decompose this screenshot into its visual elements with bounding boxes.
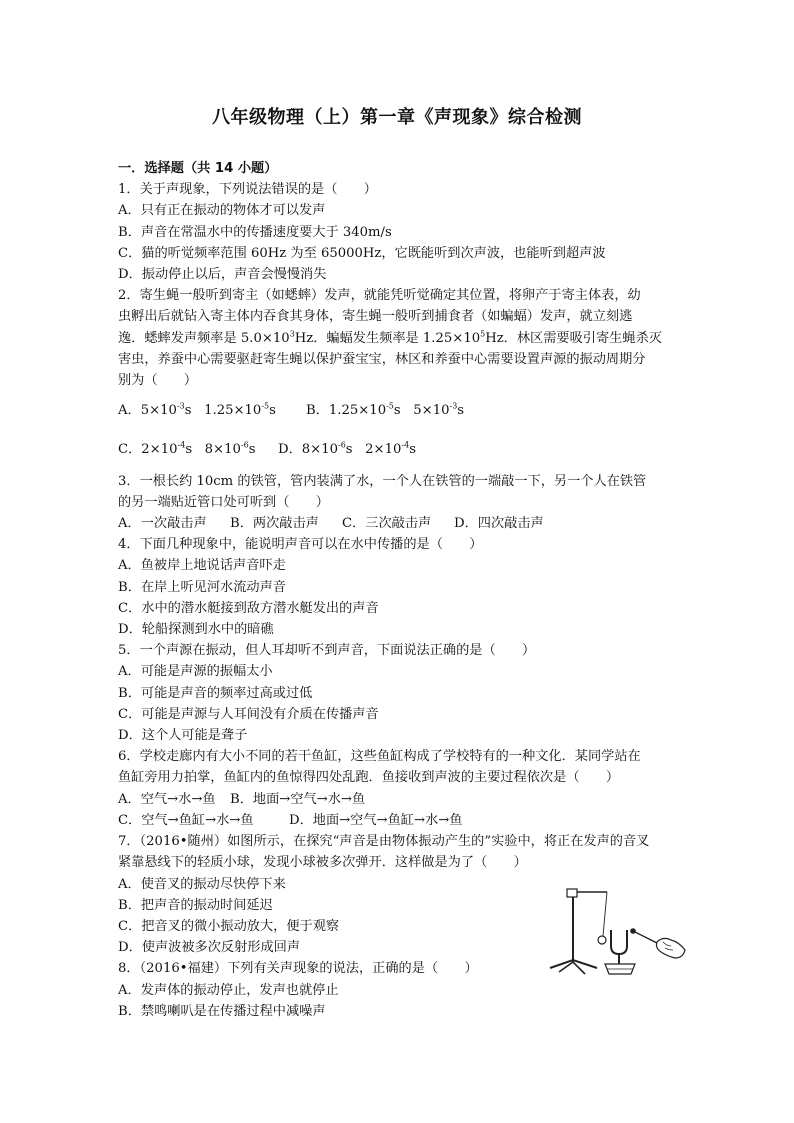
question-3-options <box>118 513 678 534</box>
question-7-line-1: 7．（2016•随州）如图所示，在探究“声音是由物体振动产生的”实验中，将正在发声的音叉 <box>118 834 650 850</box>
q2-exp-1: 3 <box>289 329 295 339</box>
question-2-option-b: B．$1.25\times 10^{-5}s$ $5\times 10^{-3}s$ <box>306 401 465 419</box>
question-5-option-b: B．可能是声音的频率过高或过低 <box>118 685 313 701</box>
question-6-option-d: D．地面→空气→鱼缸→水→鱼 <box>289 812 463 828</box>
question-1-option-b: B．声音在常温水中的传播速度要大于 340m/s <box>118 224 392 240</box>
question-4-option-d: D．轮船探测到水中的暗礁 <box>118 622 274 638</box>
question-1-option-d: D．振动停止以后，声音会慢慢消失 <box>118 267 327 283</box>
question-7-option-a: A．使音叉的振动尽快停下来 <box>118 876 286 892</box>
question-1-stem: 1．关于声现象，下列说法错误的是（ ） <box>118 182 377 198</box>
question-2-option-d: D．$8\times 10^{-6}s$ $2\times 10^{-4}s$ <box>278 441 416 458</box>
question-4-stem: 4．下面几种现象中，能说明声音可以在水中传播的是（ ） <box>118 537 483 553</box>
question-2-option-c: C．$2\times 10^{-4}s$ $8\times 10^{-6}s$ <box>118 441 256 458</box>
q2-text-c: Hz．林区需要吸引寄生蝇杀灭 <box>485 330 662 346</box>
question-1-option-c: C．猫的听觉频率范围 60Hz 为至 65000Hz，它既能听到次声波，也能听到超声波 <box>118 245 606 261</box>
q2-exp-2: 5 <box>480 329 486 339</box>
question-5-option-c: C．可能是声源与人耳间没有介质在传播声音 <box>118 706 379 722</box>
question-7-option-c: C．把音叉的微小振动放大，便于观察 <box>118 918 340 934</box>
question-6-option-a: A．空气→水→鱼 <box>118 791 216 807</box>
question-6-options-cd <box>118 810 678 831</box>
question-2-line-4: 害虫，养蚕中心需要驱赶寄生蝇以保护蚕宝宝，林区和养蚕中心需要设置声源的振动周期分 <box>118 351 646 367</box>
question-3-line-1: 3．一根长约 10cm 的铁管，管内装满了水，一个人在铁管的一端敲一下，另一个人在铁管 <box>118 473 647 489</box>
question-4-option-a: A．鱼被岸上地说话声音吓走 <box>118 558 286 574</box>
question-6-line-2: 鱼缸旁用力拍掌，鱼缸内的鱼惊得四处乱跑．鱼接收到声波的主要过程依次是（ ） <box>118 770 620 786</box>
question-2-options-cd <box>118 439 678 460</box>
section-heading: 一．选择题（共 14 小题） <box>118 161 278 176</box>
question-2-line-5: 别为（ ） <box>118 373 198 389</box>
question-8-option-a: A．发声体的振动停止，发声也就停止 <box>118 982 339 998</box>
q2-text-b: Hz．蝙蝠发生频率是 1.25×10 <box>294 330 481 346</box>
page-title: 八年级物理（上）第一章《声现象》综合检测 <box>212 107 582 128</box>
question-2-line-2: 虫孵出后就钻入寄主体内吞食其身体，寄生蝇一般听到捕食者（如蝙蝠）发声，就立刻逃 <box>118 309 633 325</box>
question-2-line-3 <box>118 328 678 349</box>
question-7-option-d: D．使声波被多次反射形成回声 <box>118 940 301 956</box>
question-6-option-b: B．地面→空气→水→鱼 <box>230 791 366 807</box>
question-6-option-c: C．空气→鱼缸→水→鱼 <box>118 812 254 828</box>
question-6-options-ab <box>118 789 678 810</box>
question-1-option-a: A．只有正在振动的物体才可以发声 <box>118 203 326 219</box>
question-3-option-c: C．三次敲击声 <box>342 516 432 532</box>
question-4-option-b: B．在岸上听见河水流动声音 <box>118 579 286 595</box>
q2-text-a: 逸．蟋蟀发声频率是 5.0×10 <box>118 330 290 346</box>
question-7-option-b: B．把声音的振动时间延迟 <box>118 897 273 913</box>
question-4-option-c: C．水中的潜水艇接到敌方潜水艇发出的声音 <box>118 600 379 616</box>
question-2-option-a: A．$5\times 10^{-3}s$ $1.25\times 10^{-5}s$ <box>118 401 276 419</box>
question-3-option-a: A．一次敲击声 <box>118 516 207 532</box>
question-3-line-2: 的另一端贴近管口处可听到（ ） <box>118 494 329 510</box>
question-7-line-2: 紧靠悬线下的轻质小球，发现小球被多次弹开．这样做是为了（ ） <box>118 855 527 871</box>
question-5-option-a: A．可能是声源的振幅太小 <box>118 664 273 680</box>
question-5-stem: 5．一个声源在振动，但人耳却听不到声音，下面说法正确的是（ ） <box>118 643 536 659</box>
tuning-fork-pendulum-apparatus-icon <box>545 880 690 980</box>
question-8-option-b: B．禁鸣喇叭是在传播过程中减噪声 <box>118 1003 326 1019</box>
question-8-stem: 8．（2016•福建）下列有关声现象的说法，正确的是（ ） <box>118 961 478 977</box>
question-6-line-1: 6．学校走廊内有大小不同的若干鱼缸，这些鱼缸构成了学校特有的一种文化．某同学站在 <box>118 749 641 765</box>
question-2-line-1: 2．寄生蝇一般听到寄主（如蟋蟀）发声，就能凭听觉确定其位置，将卵产于寄主体表，幼 <box>118 288 641 304</box>
question-3-option-d: D．四次敲击声 <box>454 516 544 532</box>
question-2-options-ab <box>118 400 678 421</box>
question-5-option-d: D．这个人可能是聋子 <box>118 728 248 744</box>
question-3-option-b: B．两次敲击声 <box>230 516 319 532</box>
